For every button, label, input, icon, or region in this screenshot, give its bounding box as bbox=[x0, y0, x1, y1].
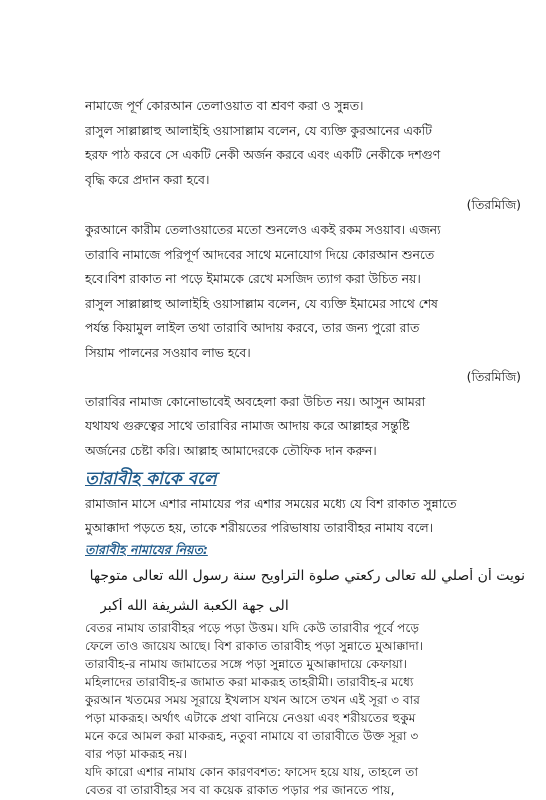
paragraph-line: নামাজে পূর্ণ কোরআন তেলাওয়াত বা শ্রবণ করা ও সুন্নত। bbox=[85, 98, 364, 113]
paragraph-line: যদি কারো এশার নামায কোন কারণবশত: ফাসেদ হয়ে যায়, তাহলে তা bbox=[85, 765, 418, 779]
arabic-niyyat-line: الى جهة الكعبة الشريفة الله أكبر bbox=[100, 598, 289, 614]
reference-tirmizi-2: (তিরমিজি) bbox=[466, 369, 521, 384]
paragraph-line: বৃদ্ধি করে প্রদান করা হবে। bbox=[85, 172, 210, 187]
paragraph-line: কুরআনে কারীম তেলাওয়াতের মতো শুনলেও একই রকম সওয়াব। এজন্য bbox=[85, 222, 441, 237]
paragraph-line: ফেলে তাও জায়েয আছে। বিশ রাকাত তারাবীহ পড়া সুন্নাতে মুআক্কাদা। bbox=[85, 639, 424, 653]
reference-tirmizi-1: (তিরমিজি) bbox=[466, 197, 521, 212]
paragraph-line: হরফ পাঠ করবে সে একটি নেকী অর্জন করবে এবং একটি নেকীকে দশগুণ bbox=[85, 147, 441, 162]
paragraph-line: অর্জনের চেষ্টা করি। আল্লাহ আমাদেরকে তৌফিক দান করুন। bbox=[85, 443, 377, 458]
niyyat-subheading: তারাবীহ নামাযের নিয়ত: bbox=[85, 542, 208, 557]
paragraph-line: যথাযথ গুরুত্বের সাথে তারাবির নামাজ আদায় করে আল্লাহর সন্তুষ্টি bbox=[85, 418, 410, 433]
paragraph-line: মুআক্কাদা পড়তে হয়, তাকে শরীয়তের পরিভাষায় তারাবীহর নামায বলে। bbox=[85, 520, 434, 535]
paragraph-line: রাসুল সাল্লাল্লাহু আলাইহি ওয়াসাল্লাম বলেন, যে ব্যক্তি কুরআনের একটি bbox=[85, 123, 432, 138]
paragraph-line: বেতর নামায তারাবীহর পড়ে পড়া উত্তম। যদি কেউ তারাবীর পূর্বে পড়ে bbox=[85, 621, 420, 635]
section-heading: তারাবীহ কাকে বলে bbox=[85, 469, 217, 489]
paragraph-line: পড়া মাকরূহ। অর্থাৎ এটাকে প্রথা বানিয়ে নেওয়া এবং শরীয়তের হুকুম bbox=[85, 711, 416, 725]
paragraph-line: তারাবির নামাজ কোনোভাবেই অবহেলা করা উচিত নয়। আসুন আমরা bbox=[85, 394, 426, 409]
paragraph-line: মনে করে আমল করা মাকরূহ, নতুবা নামাযে বা তারাবীতে উক্ত সূরা ৩ bbox=[85, 729, 419, 743]
paragraph-line: রামাজান মাসে এশার নামাযের পর এশার সময়ের মধ্যে যে বিশ রাকাত সুন্নাতে bbox=[85, 496, 457, 511]
paragraph-line: বার পড়া মাকরূহ নয়। bbox=[85, 747, 188, 761]
paragraph-line: মহিলাদের তারাবীহ-র জামাত করা মাকরূহ তাহরীমী। তারাবীহ-র মধ্যে bbox=[85, 675, 414, 689]
paragraph-line: রাসুল সাল্লাল্লাহু আলাইহি ওয়াসাল্লাম বলেন, যে ব্যক্তি ইমামের সাথে শেষ bbox=[85, 296, 438, 311]
paragraph-line: পর্যন্ত কিয়ামুল লাইল তথা তারাবি আদায় করবে, তার জন্য পুরো রাত bbox=[85, 320, 420, 335]
arabic-niyyat-line: نويت أن أصلي لله تعالى ركعتي صلوة التراويح سنة رسول الله تعالى متوجها bbox=[89, 568, 525, 584]
paragraph-line: তারাবি নামাজে পরিপূর্ণ আদবের সাথে মনোযোগ দিয়ে কোরআন শুনতে bbox=[85, 247, 435, 262]
paragraph-line: বেতর বা তারাবীহর সব বা কয়েক রাকাত পড়ার পর জানতে পায়, bbox=[85, 783, 395, 797]
paragraph-line: তারাবীহ-র নামায জামাতের সঙ্গে পড়া সুন্নাতে মুআক্কাদায়ে কেফায়া। bbox=[85, 657, 408, 671]
paragraph-line: সিয়াম পালনের সওয়াব লাভ হবে। bbox=[85, 345, 251, 360]
paragraph-line: হবে।বিশ রাকাত না পড়ে ইমামকে রেখে মসজিদ ত্যাগ করা উচিত নয়। bbox=[85, 271, 421, 286]
paragraph-line: কুরআন খতমের সময় সূরায়ে ইখলাস যখন আসে তখন এই সূরা ৩ বার bbox=[85, 693, 420, 707]
